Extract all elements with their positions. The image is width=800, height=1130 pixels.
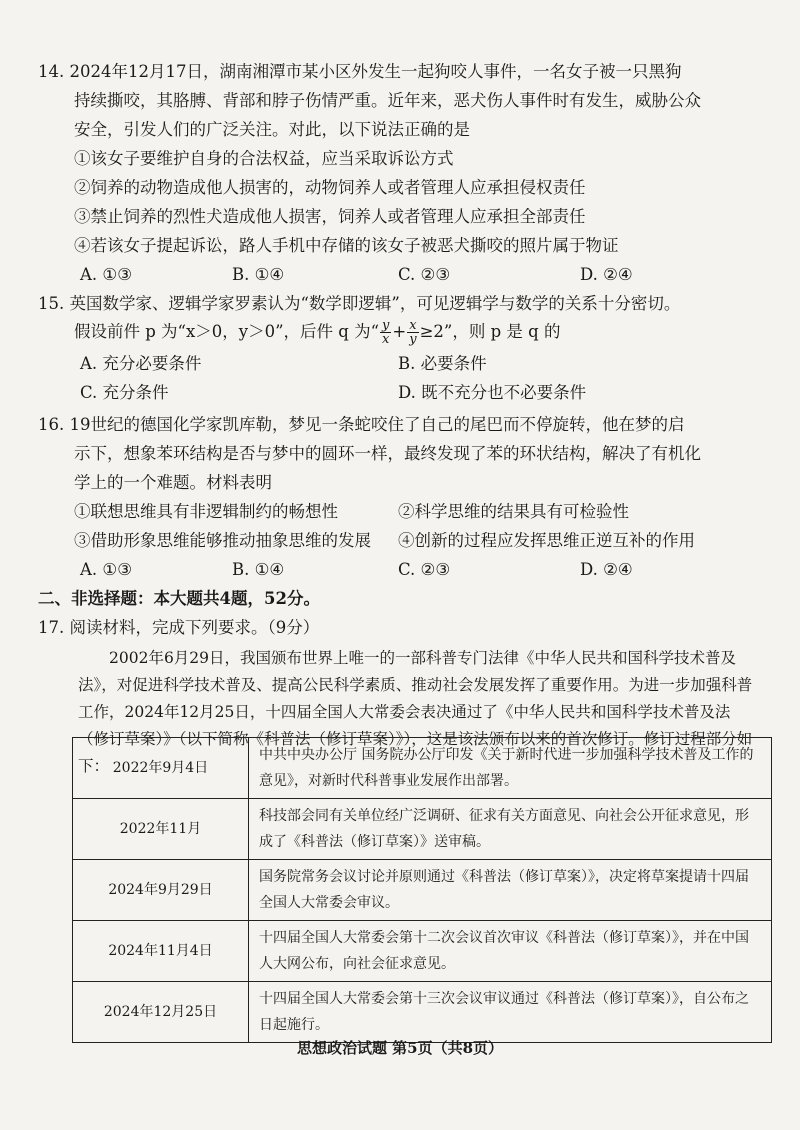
page-footer: 思想政治试题 第5页（共8页） bbox=[296, 1039, 504, 1057]
q14-statement-4: ④若该女子提起诉讼，路人手机中存储的该女子被恶犬撕咬的照片属于物证 bbox=[74, 236, 619, 255]
timeline-date: 2022年9月4日 bbox=[73, 738, 249, 799]
timeline-row bbox=[73, 738, 772, 799]
q14-statement-3: ③禁止饲养的烈性犬造成他人损害，饲养人或者管理人应承担全部责任 bbox=[74, 207, 586, 226]
q14-stem-line3: 安全，引发人们的广泛关注。对此，以下说法正确的是 bbox=[74, 120, 470, 139]
timeline-row bbox=[73, 921, 772, 982]
fraction-numerator: y bbox=[382, 318, 390, 333]
timeline-date: 2024年12月25日 bbox=[73, 982, 249, 1043]
q15-stem-line2 bbox=[74, 312, 560, 352]
q14-option-d: D. ②④ bbox=[580, 265, 633, 284]
timeline-date: 2024年9月29日 bbox=[73, 860, 249, 921]
q15-conclusion-text: ≥2”，则 p 是 q 的 bbox=[419, 322, 561, 341]
revision-timeline-table bbox=[72, 737, 772, 1043]
q16-stem-line3: 学上的一个难题。材料表明 bbox=[74, 473, 272, 492]
q14-statement-1: ①该女子要维护自身的合法权益，应当采取诉讼方式 bbox=[74, 149, 454, 168]
timeline-date: 2024年11月4日 bbox=[73, 921, 249, 982]
q17-material-paragraph: 2002年6月29日，我国颁布世界上唯一的一部科普专门法律《中华人民共和国科学技术普及法》，对促进科学技术普及、提高公民科学素质、推动社会发展发挥了重要作用。为进一步加强科普工作，2024年12月25日，十四届全国人大常委会表决通过了《中华人民共和国科学技术普及法（修订草案）》（以下简称《科普法（修订草案）》），这是该法颁布以来的首次修订。修订过程部分如下： bbox=[78, 649, 753, 775]
fraction-numerator: x bbox=[407, 319, 418, 333]
q14-statement-2: ②饲养的动物造成他人损害的，动物饲养人或者管理人应承担侵权责任 bbox=[74, 178, 586, 197]
q16-statement-2: ②科学思维的结果具有可检验性 bbox=[398, 502, 629, 521]
q16-statement-1: ①联想思维具有非逻辑制约的畅想性 bbox=[74, 502, 338, 521]
timeline-event: 中共中央办公厅 国务院办公厅印发《关于新时代进一步加强科学技术普及工作的意见》，对新时代科普事业发展作出部署。 bbox=[249, 738, 772, 799]
q16-option-d: D. ②④ bbox=[580, 560, 633, 579]
timeline-event: 十四届全国人大常委会第十二次会议首次审议《科普法（修订草案）》，并在中国人大网公布，向社会征求意见。 bbox=[249, 921, 772, 982]
timeline-row bbox=[73, 799, 772, 860]
timeline-event: 科技部会同有关单位经广泛调研、征求有关方面意见、向社会公开征求意见，形成了《科普法（修订草案）》送审稿。 bbox=[249, 799, 772, 860]
q14-option-b: B. ①④ bbox=[232, 265, 285, 284]
fraction-denominator: y bbox=[409, 332, 417, 347]
fraction-y-over-x bbox=[380, 319, 391, 346]
q15-stem-line1: 15. 英国数学家、逻辑学家罗素认为“数学即逻辑”，可见逻辑学与数学的关系十分密切。 bbox=[38, 294, 681, 313]
timeline-row bbox=[73, 860, 772, 921]
q14-stem-line2: 持续撕咬，其胳膊、背部和脖子伤情严重。近年来，恶犬伤人事件时有发生，威胁公众 bbox=[74, 91, 701, 110]
q16-stem-line1: 16. 19世纪的德国化学家凯库勒，梦见一条蛇咬住了自己的尾巴而不停旋转，他在梦的启 bbox=[38, 415, 685, 434]
q16-statement-4: ④创新的过程应发挥思维正逆互补的作用 bbox=[398, 531, 695, 550]
section-heading: 二、非选择题：本大题共4题，52分。 bbox=[38, 589, 320, 608]
q15-option-d: D. 既不充分也不必要条件 bbox=[398, 383, 587, 402]
plus-sign: + bbox=[392, 322, 407, 341]
q14-option-c: C. ②③ bbox=[398, 265, 451, 284]
q16-option-c: C. ②③ bbox=[398, 560, 451, 579]
fraction-x-over-y bbox=[407, 319, 418, 346]
q14-stem-line1: 14. 2024年12月17日，湖南湘潭市某小区外发生一起狗咬人事件，一名女子被一只黑狗 bbox=[38, 62, 682, 81]
timeline-event: 十四届全国人大常委会第十三次会议审议通过《科普法（修订草案）》，自公布之日起施行。 bbox=[249, 982, 772, 1043]
q16-stem-line2: 示下，想象苯环结构是否与梦中的圆环一样，最终发现了苯的环状结构，解决了有机化 bbox=[74, 444, 701, 463]
q15-option-b: B. 必要条件 bbox=[398, 354, 487, 373]
timeline-date: 2022年11月 bbox=[73, 799, 249, 860]
q15-option-c: C. 充分条件 bbox=[80, 383, 169, 402]
q15-premise-text: 假设前件 p 为“x＞0，y＞0”，后件 q 为“ bbox=[74, 322, 380, 341]
q16-statement-3: ③借助形象思维能够推动抽象思维的发展 bbox=[74, 531, 371, 550]
q17-stem: 17. 阅读材料，完成下列要求。（9分） bbox=[38, 618, 320, 637]
q16-option-a: A. ①③ bbox=[80, 560, 132, 579]
q16-option-b: B. ①④ bbox=[232, 560, 285, 579]
timeline-row bbox=[73, 982, 772, 1043]
q15-option-a: A. 充分必要条件 bbox=[80, 354, 202, 373]
q14-option-a: A. ①③ bbox=[80, 265, 132, 284]
fraction-denominator: x bbox=[382, 332, 390, 347]
timeline-event: 国务院常务会议讨论并原则通过《科普法（修订草案）》，决定将草案提请十四届全国人大常委会审议。 bbox=[249, 860, 772, 921]
